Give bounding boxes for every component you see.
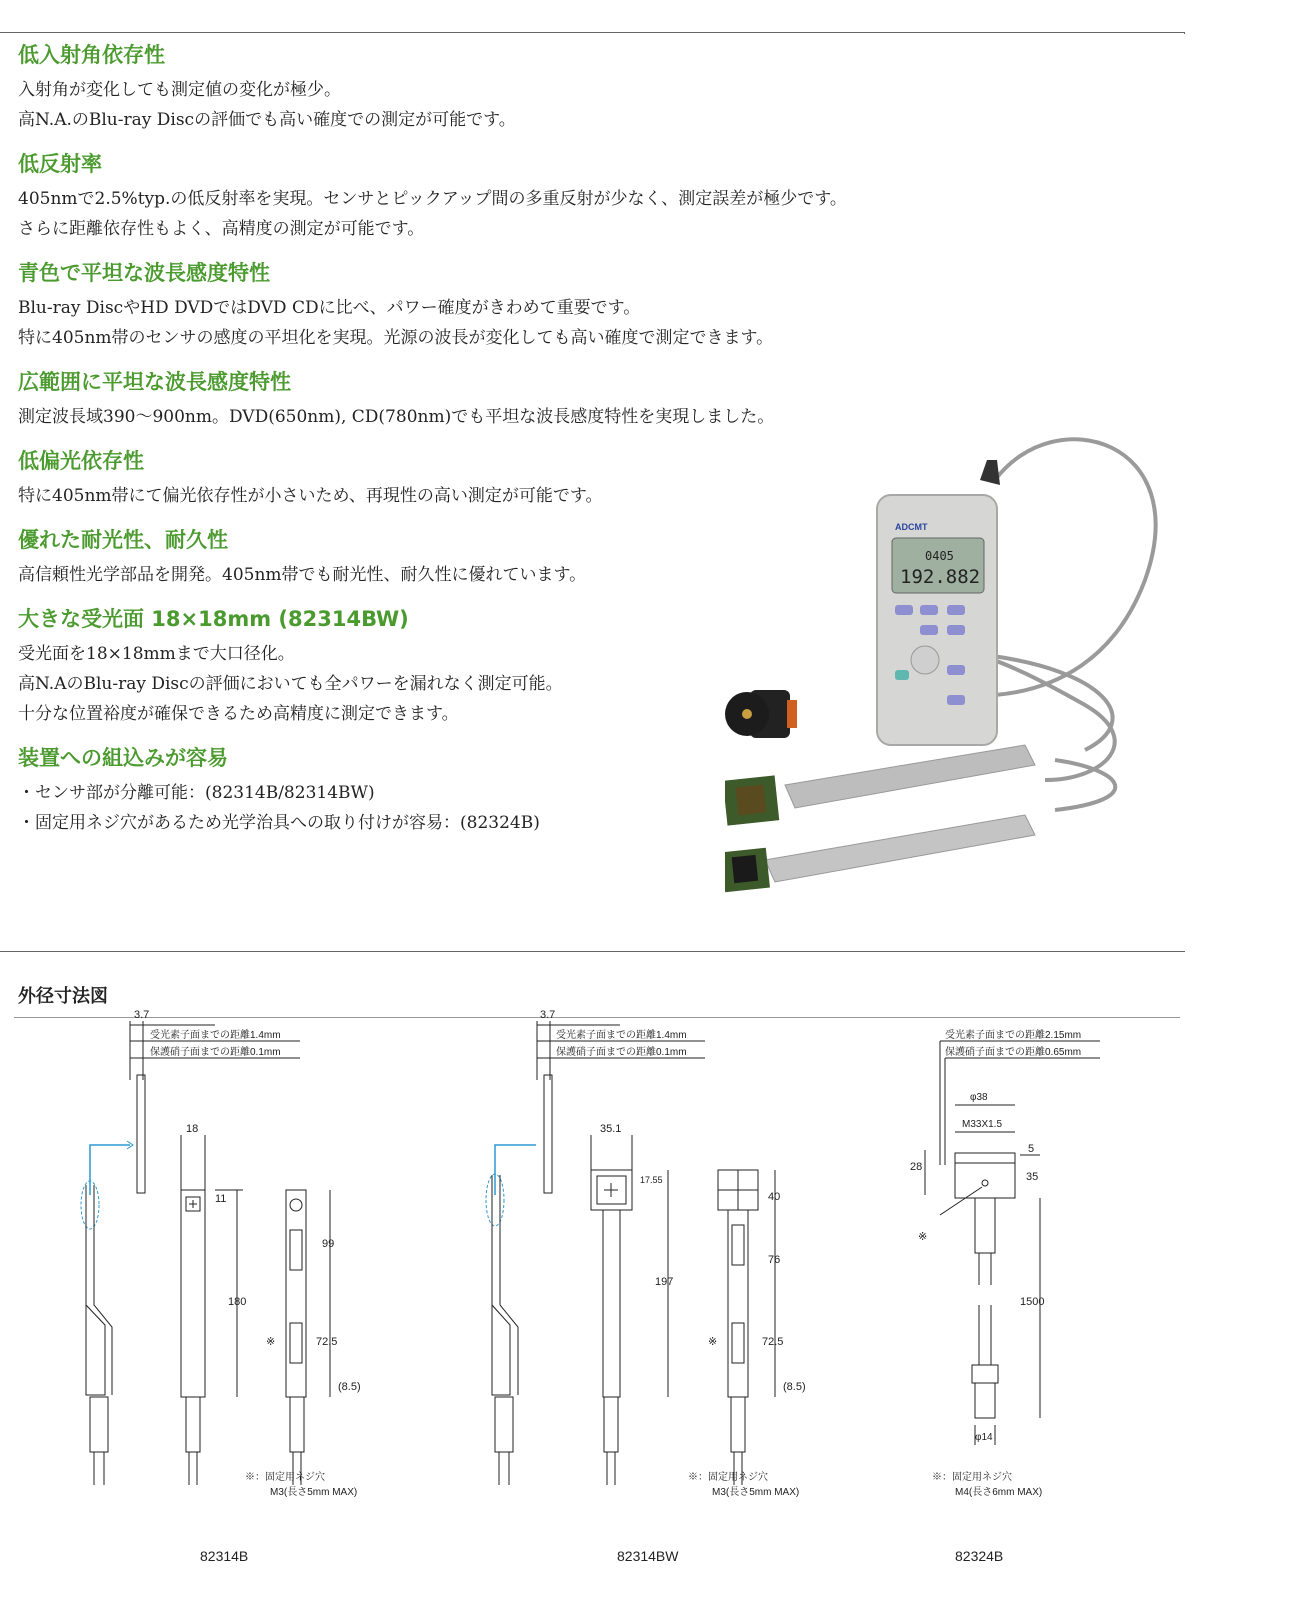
round-sensor [725,690,797,738]
power-meter [877,495,997,745]
feature-text: 高N.A.のBlu-ray Discの評価でも高い確度での測定が可能です。 [18,110,516,130]
svg-text:40: 40 [768,1191,781,1203]
svg-text:保護硝子面までの距離0.1mm: 保護硝子面までの距離0.1mm [150,1047,281,1058]
feature-title: 低入射角依存性 [18,43,165,67]
svg-text:※：固定用ネジ穴: ※：固定用ネジ穴 [932,1472,1012,1483]
connector [980,460,1000,485]
svg-text:※：固定用ネジ穴: ※：固定用ネジ穴 [245,1472,325,1483]
svg-text:φ38: φ38 [970,1092,988,1103]
feature-text: 測定波長域390〜900nm。DVD(650nm), CD(780nm)でも平坦な波長感度特性を実現しました。 [18,407,775,427]
feature-text: ・固定用ネジ穴があるため光学治具への取り付けが容易：(82324B) [18,813,540,833]
svg-text:180: 180 [228,1296,247,1308]
feature-text: 入射角が変化しても測定値の変化が極少。 [18,80,341,100]
feature-title: 装置への組込みが容易 [18,746,228,770]
svg-text:76: 76 [768,1254,781,1266]
model-82314b: 82314B [200,1548,249,1564]
brand-label: ADCMT [895,522,928,532]
feature-text: 特に405nm帯のセンサの感度の平坦化を実現。光源の波長が変化しても高い確度で測定できます。 [18,328,774,348]
svg-text:M3(長さ5mm MAX): M3(長さ5mm MAX) [270,1487,358,1498]
feature-title: 優れた耐光性、耐久性 [18,528,228,552]
svg-text:17.55: 17.55 [640,1175,663,1185]
cable [995,439,1156,695]
drawing-82314bw [486,1009,806,1498]
feature-text: 十分な位置裕度が確保できるため高精度に測定できます。 [18,704,459,724]
feature-title: 大きな受光面 18×18mm (82314BW) [18,607,409,631]
feature-title: 広範囲に平坦な波長感度特性 [18,370,291,394]
feature-title: 低偏光依存性 [18,449,144,473]
product-photo [725,420,1185,930]
dimension-title: 外径寸法図 [18,986,108,1007]
svg-text:φ14: φ14 [975,1432,993,1443]
svg-text:※: ※ [708,1336,718,1348]
svg-text:72.5: 72.5 [762,1336,784,1348]
svg-text:保護硝子面までの距離0.1mm: 保護硝子面までの距離0.1mm [556,1047,687,1058]
feature-title: 青色で平坦な波長感度特性 [18,261,270,285]
svg-text:3.7: 3.7 [134,1009,150,1021]
svg-text:35.1: 35.1 [600,1123,622,1135]
feature-text: 受光面を18×18mmまで大口径化。 [18,644,295,664]
drawing-82314b [81,1009,361,1498]
feature-text: 高信頼性光学部品を開発。405nm帯でも耐光性、耐久性に優れています。 [18,565,587,585]
svg-text:受光素子面までの距離1.4mm: 受光素子面までの距離1.4mm [556,1030,687,1041]
svg-text:35: 35 [1026,1171,1039,1183]
svg-text:受光素子面までの距離2.15mm: 受光素子面までの距離2.15mm [945,1030,1082,1041]
bar-sensor-2 [725,815,1035,892]
svg-text:(8.5): (8.5) [783,1381,806,1393]
feature-text: 405nmで2.5%typ.の低反射率を実現。センサとピックアップ間の多重反射が少なく、測定誤差が極少です。 [18,189,847,209]
feature-text: 特に405nm帯にて偏光依存性が小さいため、再現性の高い測定が可能です。 [18,486,603,506]
feature-text: Blu-ray DiscやHD DVDではDVD CDに比べ、パワー確度がきわめて重要です。 [18,298,641,318]
svg-text:保護硝子面までの距離0.65mm: 保護硝子面までの距離0.65mm [945,1047,1082,1058]
dimension-drawings [0,1005,1303,1600]
svg-text:11: 11 [215,1193,227,1205]
model-82314bw: 82314BW [617,1548,679,1564]
svg-text:28: 28 [910,1161,923,1173]
svg-text:※: ※ [266,1336,276,1348]
drawing-82324b [910,1028,1100,1498]
svg-text:72.5: 72.5 [316,1336,338,1348]
svg-text:3.7: 3.7 [540,1009,556,1021]
svg-text:5: 5 [1028,1143,1035,1155]
svg-text:18: 18 [186,1123,199,1135]
top-rule [0,32,1185,33]
bar-sensor-1 [725,745,1035,826]
svg-text:1500: 1500 [1020,1296,1045,1308]
svg-text:99: 99 [322,1238,335,1250]
model-82324b: 82324B [955,1548,1004,1564]
svg-text:M33X1.5: M33X1.5 [962,1119,1003,1130]
feature-text: ・センサ部が分離可能：(82314B/82314BW) [18,783,375,803]
svg-text:(8.5): (8.5) [338,1381,361,1393]
feature-text: 高N.AのBlu-ray Discの評価においても全パワーを漏れなく測定可能。 [18,674,563,694]
feature-title: 低反射率 [18,152,102,176]
svg-text:197: 197 [655,1276,674,1288]
feature-item [18,40,1018,135]
svg-text:受光素子面までの距離1.4mm: 受光素子面までの距離1.4mm [150,1030,281,1041]
feature-item [18,149,1018,244]
feature-item [18,258,1018,353]
feature-text: さらに距離依存性もよく、高精度の測定が可能です。 [18,219,425,239]
svg-text:※：固定用ネジ穴: ※：固定用ネジ穴 [688,1472,768,1483]
lcd-top: 0405 [925,549,954,563]
lcd-main: 192.882 [900,566,981,588]
svg-text:M3(長さ5mm MAX): M3(長さ5mm MAX) [712,1487,800,1498]
svg-text:※: ※ [918,1231,928,1243]
svg-text:M4(長さ6mm MAX): M4(長さ6mm MAX) [955,1487,1043,1498]
